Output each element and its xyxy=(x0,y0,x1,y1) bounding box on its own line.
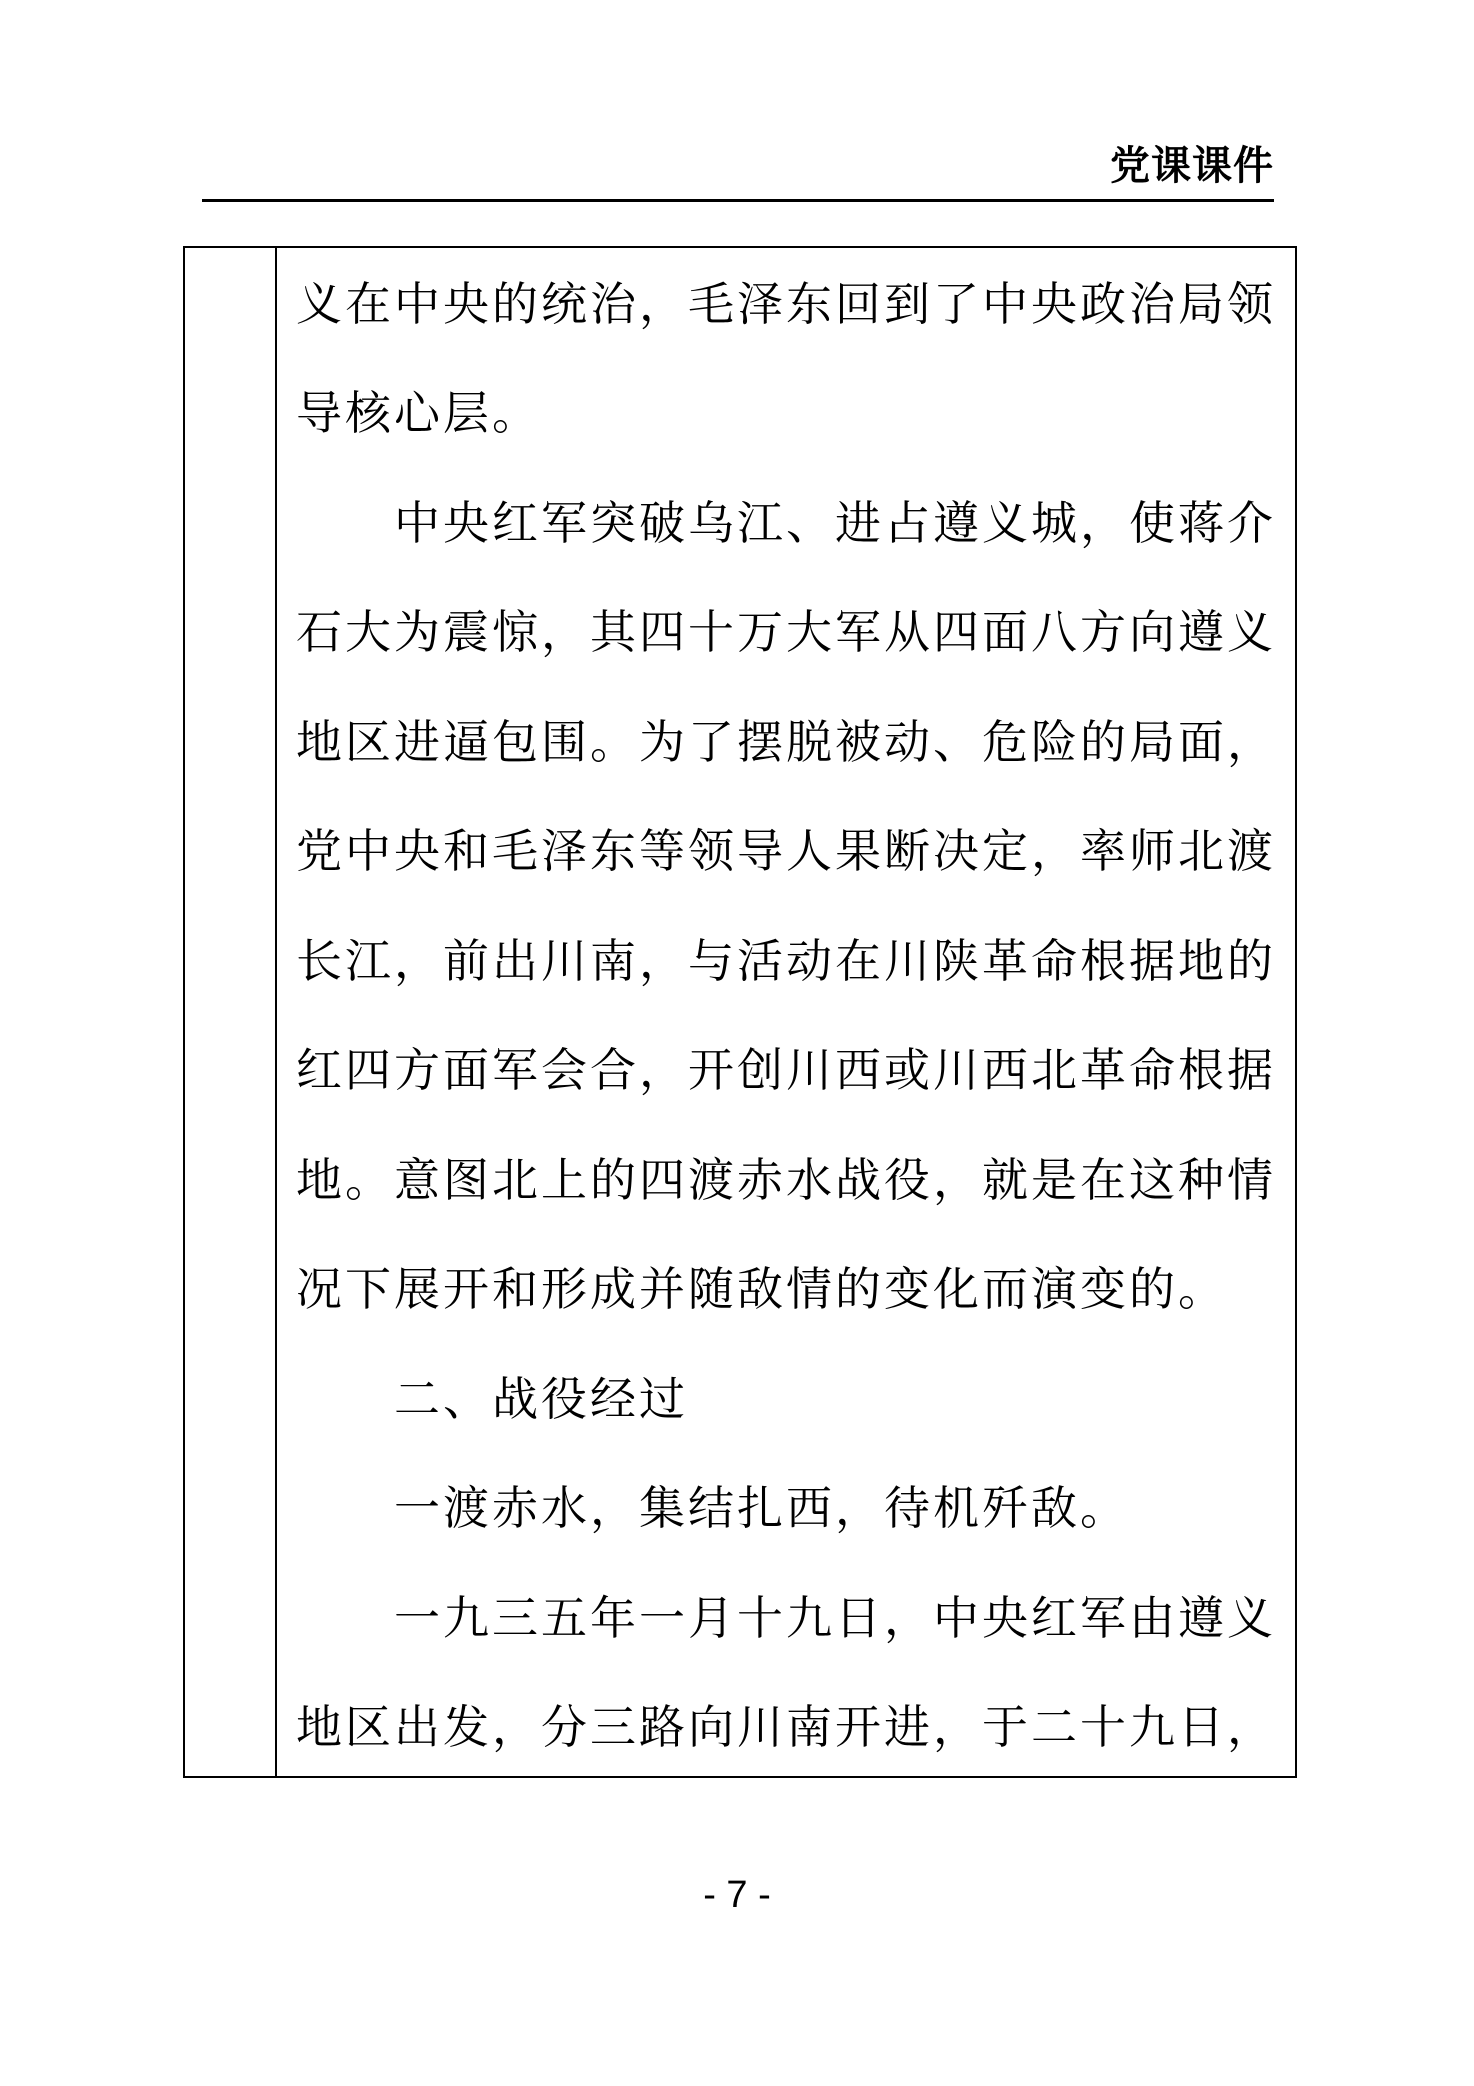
table-text-cell xyxy=(296,246,1286,1779)
text-line: 长江，前出川南，与活动在川陕革命根据地的 xyxy=(296,933,1276,988)
table-column-divider xyxy=(275,248,277,1776)
text-line: 地区出发，分三路向川南开进，于二十九日， xyxy=(296,1700,1276,1755)
text-line: 中央红军突破乌江、进占遵义城，使蒋介 xyxy=(394,495,1276,550)
text-line: 导核心层。 xyxy=(296,386,541,441)
page-number: - 7 - xyxy=(703,1874,771,1916)
text-line: 一渡赤水，集结扎西，待机歼敌。 xyxy=(394,1481,1129,1536)
section-heading: 二、战役经过 xyxy=(394,1371,688,1426)
header-rule xyxy=(202,199,1274,202)
page-header-title: 党课课件 xyxy=(1110,143,1274,189)
text-line: 红四方面军会合，开创川西或川西北革命根据 xyxy=(296,1043,1276,1098)
text-line: 一九三五年一月十九日，中央红军由遵义 xyxy=(394,1590,1276,1645)
text-line: 地区进逼包围。为了摆脱被动、危险的局面， xyxy=(296,714,1276,769)
text-line: 况下展开和形成并随敌情的变化而演变的。 xyxy=(296,1262,1227,1317)
text-line: 石大为震惊，其四十万大军从四面八方向遵义 xyxy=(296,605,1276,660)
text-line: 地。意图北上的四渡赤水战役，就是在这种情 xyxy=(296,1152,1276,1207)
text-line: 党中央和毛泽东等领导人果断决定，率师北渡 xyxy=(296,824,1276,879)
text-line: 义在中央的统治，毛泽东回到了中央政治局领 xyxy=(296,276,1276,331)
